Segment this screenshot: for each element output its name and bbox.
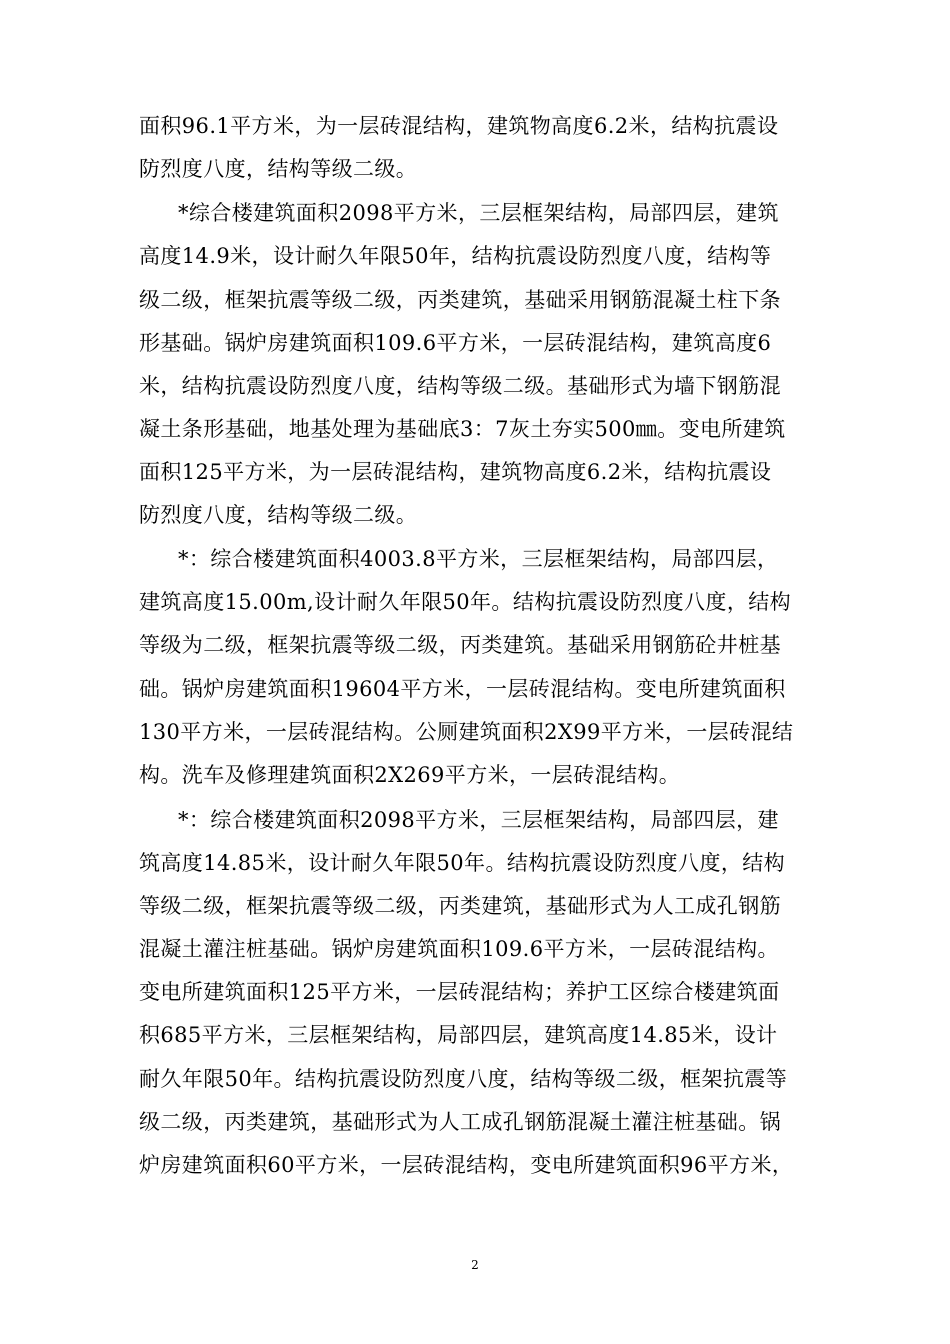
text-line: 耐久年限50年。结构抗震设防烈度八度，结构等级二级，框架抗震等 [139, 1067, 788, 1091]
text-line: 130平方米，一层砖混结构。公厕建筑面积2X99平方米，一层砖混结 [139, 720, 794, 744]
text-line: 防烈度八度，结构等级二级。 [139, 503, 418, 527]
text-line: 炉房建筑面积60平方米，一层砖混结构，变电所建筑面积96平方米， [139, 1153, 794, 1177]
text-line: 形基础。锅炉房建筑面积109.6平方米，一层砖混结构，建筑高度6 [139, 331, 772, 355]
text-line: *综合楼建筑面积2098平方米，三层框架结构，局部四层，建筑 [178, 201, 779, 225]
page-number: 2 [471, 1258, 479, 1272]
text-line: 面积125平方米，为一层砖混结构，建筑物高度6.2米，结构抗震设 [139, 460, 772, 484]
text-line: *：综合楼建筑面积4003.8平方米，三层框架结构，局部四层， [178, 547, 779, 571]
text-line: 建筑高度15.00m,设计耐久年限50年。结构抗震设防烈度八度，结构 [139, 590, 792, 614]
text-line: 防烈度八度，结构等级二级。 [139, 157, 418, 181]
text-line: 础。锅炉房建筑面积19604平方米，一层砖混结构。变电所建筑面积 [139, 677, 786, 701]
text-line: *：综合楼建筑面积2098平方米，三层框架结构，局部四层，建 [178, 808, 779, 832]
text-line: 积685平方米，三层框架结构，局部四层，建筑高度14.85米，设计 [139, 1023, 778, 1047]
text-line: 米，结构抗震设防烈度八度，结构等级二级。基础形式为墙下钢筋混 [139, 374, 781, 398]
text-line: 面积96.1平方米，为一层砖混结构，建筑物高度6.2米，结构抗震设 [139, 114, 779, 138]
text-line: 等级二级，框架抗震等级二级，丙类建筑，基础形式为人工成孔钢筋 [139, 894, 781, 918]
text-line: 构。洗车及修理建筑面积2X269平方米，一层砖混结构。 [139, 763, 681, 787]
text-line: 等级为二级，框架抗震等级二级，丙类建筑。基础采用钢筋砼井桩基 [139, 633, 781, 657]
text-line: 筑高度14.85米，设计耐久年限50年。结构抗震设防烈度八度，结构 [139, 851, 786, 875]
text-line: 级二级，框架抗震等级二级，丙类建筑，基础采用钢筋混凝土柱下条 [139, 288, 781, 312]
text-line: 变电所建筑面积125平方米，一层砖混结构；养护工区综合楼建筑面 [139, 980, 780, 1004]
text-line: 高度14.9米，设计耐久年限50年，结构抗震设防烈度八度，结构等 [139, 244, 772, 268]
text-line: 凝土条形基础，地基处理为基础底3：7灰土夯实500㎜。变电所建筑 [139, 417, 786, 441]
text-line: 混凝土灌注桩基础。锅炉房建筑面积109.6平方米，一层砖混结构。 [139, 937, 779, 961]
text-line: 级二级，丙类建筑，基础形式为人工成孔钢筋混凝土灌注桩基础。锅 [139, 1110, 781, 1134]
